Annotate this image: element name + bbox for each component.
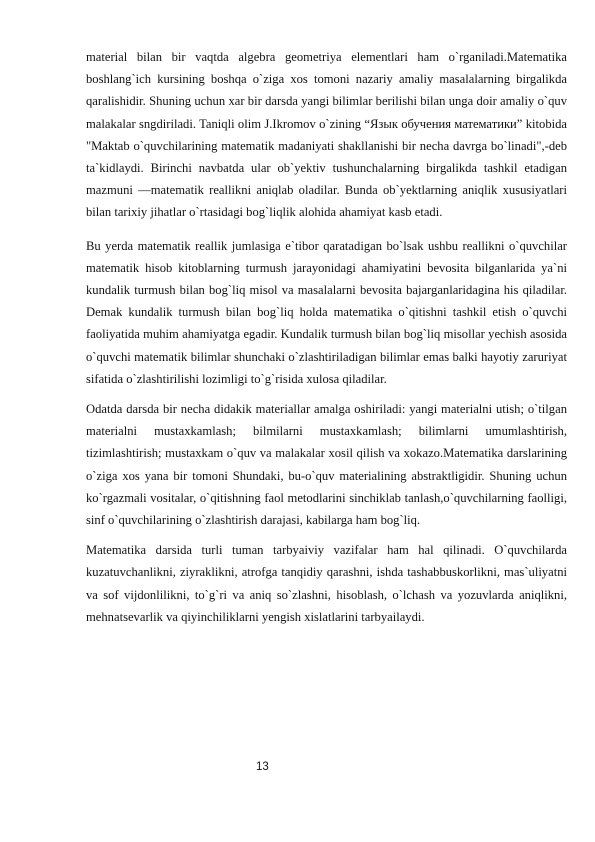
paragraph-4: Matematika darsida turli tuman tarbyaiviy vazifalar ham hal qilinadi. O`quvchilarda kuzatuvchanlikni, ziyraklikni, atrofga tanqidiy qarashni, ishda tashabbuskorlikni, mas`uliyatni va sof vijdonlilikni, to`g`ri va aniq so`zlashni, hisoblash, o`lchash va yozuvlarda aniqlikni, mehnatsevarlik va qiyinchiliklarni yengish xislatlarini tarbyailaydi. [86,543,567,624]
page-number: 13 [256,761,269,773]
paragraph-3: Odatda darsda bir necha didakik materiallar amalga oshiriladi: yangi materialni utish; o`tilgan materialni mustaxkamlash; bilmilarni mustaxkamlash; bilimlarni umumlashtirish, tizimlashtirish; mustaxkam o`quv va malakalar xosil qilish va xokazo.Matematika darslarining o`ziga xos yana bir tomoni Shundaki, bu-o`quv materialining abstraktligidir. Shuning uchun ko`rgazmali vositalar, o`qitishning faol metodlarini sinchiklab tanlash,o`quvchilarning faolligi, sinf o`quvchilarining o`zlashtirish darajasi, kabilarga ham bog`liq. [86,402,567,528]
paragraph-1: material bilan bir vaqtda algebra geometriya elementlari ham o`rganiladi.Matematika boshlang`ich kursining boshqa o`ziga xos tomoni nazariy amaliy masalalarning birgalikda qaralishidir. Shuning uchun xar bir darsda yangi bilimlar berilishi bilan unga doir amaliy o`quv malakalar sngdiriladi. Taniqli olim J.Ikromov o`zining “Язык обучения математики” kitobida "Maktab o`quvchilarining matematik madaniyati shakllanishi bir necha davrga bo`linadi",-deb ta`kidlaydi. Birinchi navbatda ular ob`yektiv tushunchalarning birgalikda tashkil etadigan mazmuni —matematik reallikni aniqlab oladilar. Bunda ob`yektlarning aniqlik xususiyatlari bilan tarixiy jihatlar o`rtasidagi bog`liqlik alohida ahamiyat kasb etadi. [86,50,567,220]
paragraph-2: Bu yerda matematik reallik jumlasiga e`tibor qaratadigan bo`lsak ushbu reallikni o`quvchilar matematik hisob kitoblarning turmush jarayonidagi ahamiyatini bevosita bilganlarida ya`ni kundalik turmush bilan bog`liq misol va masalalarni bevosita bajarganlaridagina his qiladilar. Demak kundalik turmush bilan bog`liq holda matematika o`qitishni tashkil etish o`quvchi faoliyatida muhim ahamiyatga egadir. Kundalik turmush bilan bog`liq misollar yechish asosida o`quvchi matematik bilimlar shunchaki o`zlashtiriladigan bilimlar emas balki hayotiy zaruriyat sifatida o`zlashtirilishi lozimligi to`g`risida xulosa qiladilar. [86,238,567,386]
document-body [86,46,567,636]
